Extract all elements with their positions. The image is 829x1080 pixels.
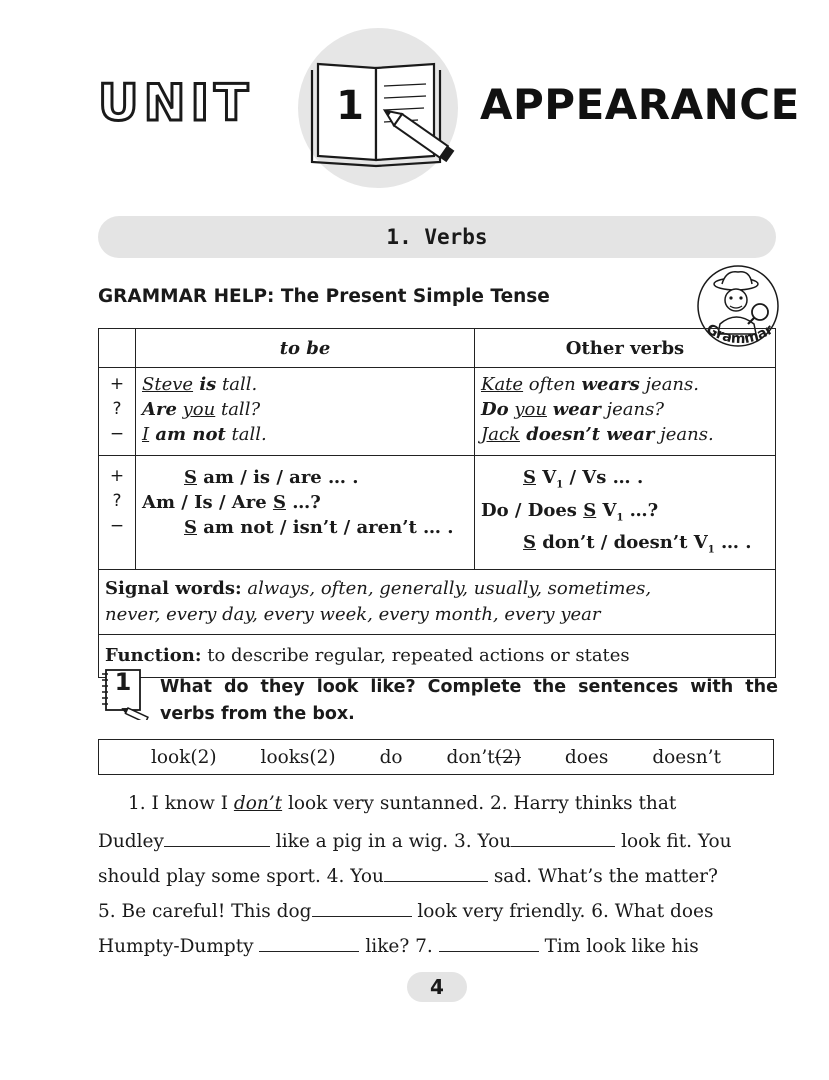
other-question-example: Do you wear jeans? xyxy=(481,399,664,420)
answer-blank-2[interactable] xyxy=(164,828,270,847)
header-blank-cell xyxy=(99,329,136,368)
to-be-positive-example: Steve is tall. xyxy=(142,374,258,395)
sign-column xyxy=(99,456,136,570)
minus-sign: − xyxy=(109,424,125,444)
unit-letter: I xyxy=(190,74,211,132)
to-be-question-form: Am / Is / Are S …? xyxy=(142,492,321,513)
section-title: 1. Verbs xyxy=(386,225,488,249)
minus-sign: − xyxy=(109,516,125,536)
other-negative-form: S don’t / doesn’t $V_1$ … . xyxy=(523,532,752,556)
unit-label xyxy=(98,74,250,132)
exercise-line-4: 5. Be careful! This dog look very friendly. 6. What does xyxy=(98,898,776,924)
unit-letter: U xyxy=(98,74,140,132)
exercise-line-3: should play some sport. 4. You sad. What’s the matter? xyxy=(98,863,776,889)
to-be-negative-form: S am not / isn’t / aren’t … . xyxy=(184,517,454,538)
word-box-item: doesn’t xyxy=(652,746,721,768)
other-verbs-forms xyxy=(475,456,776,570)
exercise-number: 1 xyxy=(114,668,132,696)
other-verbs-examples xyxy=(475,368,776,456)
to-be-forms xyxy=(136,456,475,570)
to-be-examples xyxy=(136,368,475,456)
function-text: to describe regular, repeated actions or states xyxy=(201,644,630,666)
answer-blank-3[interactable] xyxy=(511,828,615,847)
signal-words-line2: never, every day, every week, every month, every year xyxy=(105,603,601,625)
word-box-item: does xyxy=(564,746,609,768)
word-box-item-dont: don’t(2) xyxy=(446,746,521,768)
example-answer: don’t xyxy=(233,793,283,814)
section-header xyxy=(98,216,776,258)
unit-number: 1 xyxy=(336,83,364,129)
exercise-instruction: What do they look like? Complete the sentences with the verbs from the box. xyxy=(160,677,778,724)
sign-column xyxy=(99,368,136,456)
grammar-table xyxy=(98,328,776,678)
word-box-item: look(2) xyxy=(150,746,217,768)
signal-words-label: Signal words: xyxy=(105,577,242,599)
other-positive-form: S $V_1$ / Vs … . xyxy=(523,467,644,491)
answer-blank-7[interactable] xyxy=(439,933,539,952)
to-be-negative-example: I am not tall. xyxy=(142,424,267,445)
answer-blank-4[interactable] xyxy=(384,863,488,882)
plus-sign: + xyxy=(109,466,125,486)
grammar-help-title: GRAMMAR HELP: The Present Simple Tense xyxy=(98,286,550,307)
unit-letter: T xyxy=(214,74,250,132)
answer-blank-5[interactable] xyxy=(312,898,412,917)
signal-words-line1: always, often, generally, usually, sometimes, xyxy=(241,577,652,599)
function-label: Function: xyxy=(105,644,202,666)
unit-title: APPEARANCE xyxy=(480,80,800,129)
open-book-pencil-icon xyxy=(306,52,456,172)
word-box-item: looks(2) xyxy=(260,746,336,768)
question-sign: ? xyxy=(112,491,122,511)
other-positive-example: Kate often wears jeans. xyxy=(481,374,699,395)
plus-sign: + xyxy=(109,374,125,394)
grammar-badge-text: Grammar xyxy=(703,323,776,348)
answer-blank-6[interactable] xyxy=(259,933,359,952)
unit-letter: N xyxy=(143,74,187,132)
word-box-item: do xyxy=(379,746,403,768)
word-box xyxy=(98,739,774,775)
function-row xyxy=(99,634,776,677)
exercise-line-5: Humpty-Dumpty like? 7. Tim look like his xyxy=(98,933,776,959)
exercise-line-1: 1. I know I don’t look very suntanned. 2. Harry thinks that xyxy=(128,793,677,814)
exercise-line-2: Dudley like a pig in a wig. 3. You look fit. You xyxy=(98,828,776,854)
col-header-to-be: to be xyxy=(136,329,475,368)
to-be-question-example: Are you tall? xyxy=(142,399,261,420)
page-number: 4 xyxy=(407,972,467,1002)
other-question-form: Do / Does S $V_1$ …? xyxy=(481,499,659,524)
to-be-positive-form: S am / is / are … . xyxy=(184,467,359,488)
question-sign: ? xyxy=(112,399,122,419)
col-header-other-verbs: Other verbs xyxy=(475,329,776,368)
other-negative-example: Jack doesn’t wear jeans. xyxy=(481,424,714,445)
signal-words-row xyxy=(99,569,776,634)
